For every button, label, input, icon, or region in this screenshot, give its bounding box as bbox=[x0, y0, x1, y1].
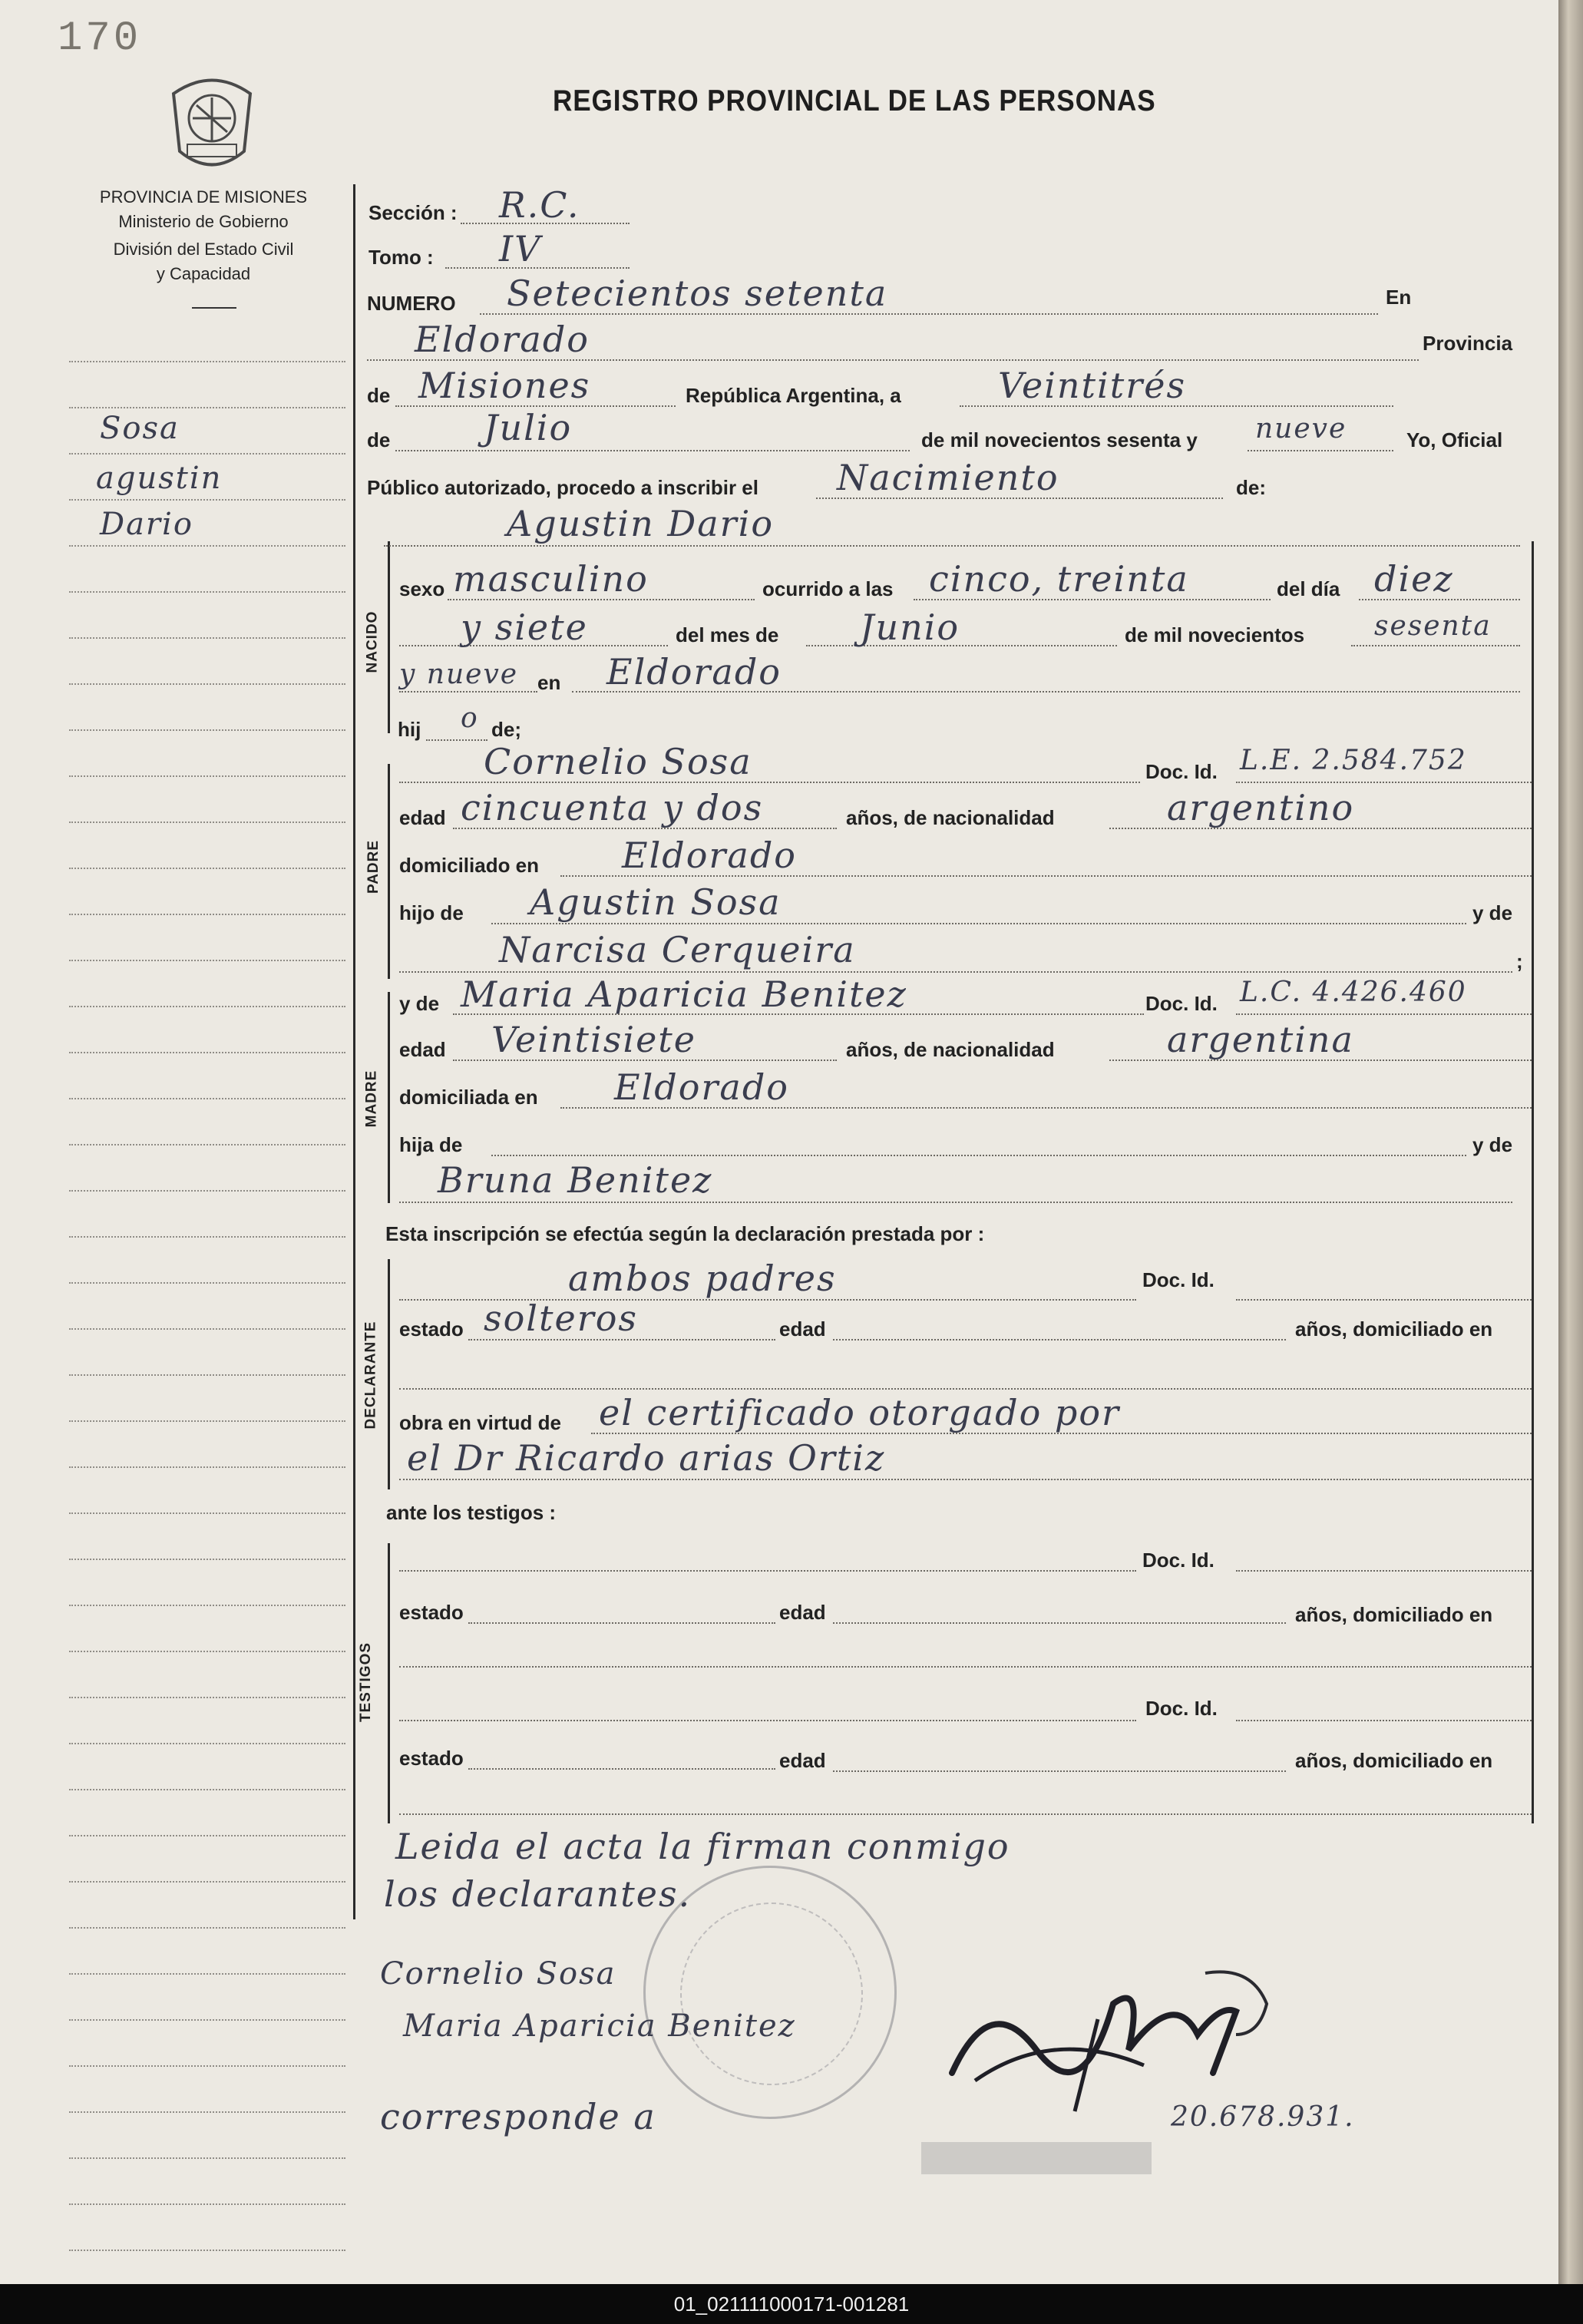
tomo-value: IV bbox=[499, 228, 542, 269]
madre-madre-value: Bruna Benitez bbox=[438, 1159, 713, 1201]
testigo2-edad-label: edad bbox=[779, 1749, 826, 1772]
testigos-bracket bbox=[388, 1543, 390, 1823]
madre-nombre-value: Maria Aparicia Benitez bbox=[461, 974, 907, 1015]
margin-ruled-line bbox=[69, 1052, 345, 1053]
margin-ruled-line bbox=[69, 1098, 345, 1099]
dotted-line bbox=[1236, 1720, 1532, 1721]
padre-edad-value: cincuenta y dos bbox=[461, 787, 764, 828]
anio-nac2-value: y nueve bbox=[399, 659, 519, 690]
dotted-line bbox=[395, 450, 910, 451]
margin-ruled-line bbox=[69, 1697, 345, 1698]
testigo2-anos-dom-label: años, domiciliado en bbox=[1295, 1749, 1493, 1772]
del-dia-label: del día bbox=[1277, 577, 1340, 600]
section-testigos: TESTIGOS bbox=[358, 1641, 375, 1723]
margin-ruled-line bbox=[69, 407, 345, 408]
margin-ruled-line bbox=[69, 1190, 345, 1192]
margin-surname: Sosa bbox=[100, 411, 180, 446]
folio-number: 170 bbox=[58, 15, 142, 62]
margin-ruled-line bbox=[69, 1743, 345, 1744]
dotted-line bbox=[468, 1622, 775, 1624]
corresponde-text: corresponde a bbox=[380, 2096, 656, 2137]
decl-anos-dom-label: años, domiciliado en bbox=[1295, 1317, 1493, 1341]
margin-ruled-line bbox=[69, 1420, 345, 1422]
dotted-line bbox=[1248, 450, 1393, 451]
institution-division: División del Estado Civil bbox=[113, 240, 294, 259]
madre-doc-label: Doc. Id. bbox=[1145, 992, 1218, 1015]
margin-ruled-line bbox=[69, 499, 345, 501]
ocurrido-label: ocurrido a las bbox=[762, 577, 894, 600]
dotted-line bbox=[1236, 782, 1532, 783]
acto-value: Nacimiento bbox=[837, 457, 1059, 498]
nacido-bracket bbox=[388, 541, 390, 733]
ink-stamp bbox=[921, 2142, 1152, 2174]
margin-ruled-line bbox=[69, 2111, 345, 2113]
domiciliada-label: domiciliada en bbox=[399, 1086, 538, 1109]
footer-id: 01_021111000171-001281 bbox=[0, 2284, 1583, 2324]
margin-first-name: agustin bbox=[96, 461, 223, 496]
testigo1-anos-dom-label: años, domiciliado en bbox=[1295, 1603, 1493, 1626]
margin-ruled-line bbox=[69, 868, 345, 869]
margin-ruled-line bbox=[69, 1605, 345, 1606]
provincia-value: Misiones bbox=[418, 365, 591, 406]
de-semi-label: de; bbox=[491, 718, 521, 741]
dotted-line bbox=[399, 1570, 1136, 1572]
section-padre: PADRE bbox=[365, 839, 382, 894]
provincial-coat-of-arms-icon bbox=[158, 71, 266, 178]
dia-value: Veintitrés bbox=[998, 365, 1187, 406]
testigo1-estado-label: estado bbox=[399, 1601, 464, 1624]
obra2-value: el Dr Ricardo arias Ortiz bbox=[407, 1437, 886, 1479]
madre-edad-label: edad bbox=[399, 1038, 446, 1061]
padre-nombre-value: Cornelio Sosa bbox=[484, 741, 752, 782]
dotted-line bbox=[806, 645, 1117, 646]
firma-madre: Maria Aparicia Benitez bbox=[403, 2008, 796, 2044]
dotted-line bbox=[399, 1479, 1532, 1480]
section-madre: MADRE bbox=[363, 1069, 380, 1128]
margin-ruled-line bbox=[69, 1282, 345, 1284]
decl-estado-value: solteros bbox=[484, 1298, 639, 1339]
margin-ruled-line bbox=[69, 1973, 345, 1975]
dotted-line bbox=[833, 1770, 1286, 1772]
margin-ruled-line bbox=[69, 775, 345, 777]
declaracion-label: Esta inscripción se efectúa según la declaración prestada por : bbox=[385, 1222, 985, 1245]
mil-nov-label: de mil novecientos bbox=[1125, 623, 1305, 646]
domiciliado-label: domiciliado en bbox=[399, 854, 540, 877]
tomo-label: Tomo : bbox=[368, 246, 434, 269]
del-mes-label: del mes de bbox=[676, 623, 779, 646]
dotted-line bbox=[399, 1388, 1532, 1390]
y-de-hija-label: y de bbox=[1472, 1133, 1513, 1156]
institution-province: PROVINCIA DE MISIONES bbox=[99, 187, 308, 207]
dotted-line bbox=[1351, 645, 1520, 646]
margin-ruled-line bbox=[69, 960, 345, 961]
testigo1-doc-label: Doc. Id. bbox=[1142, 1549, 1215, 1572]
mil-sesenta-label: de mil novecientos sesenta y bbox=[921, 428, 1198, 451]
de-colon-label: de: bbox=[1236, 476, 1266, 499]
mes-nac-value: Junio bbox=[860, 607, 960, 648]
dotted-line bbox=[399, 1813, 1532, 1815]
decl-doc-label: Doc. Id. bbox=[1142, 1268, 1215, 1291]
padre-nac-label: años, de nacionalidad bbox=[846, 806, 1055, 829]
dotted-line bbox=[399, 1666, 1532, 1668]
page-title: REGISTRO PROVINCIAL DE LAS PERSONAS bbox=[553, 84, 1156, 117]
padre-bracket bbox=[388, 764, 390, 979]
dotted-line bbox=[384, 545, 1520, 547]
margin-ruled-line bbox=[69, 914, 345, 915]
dotted-line bbox=[833, 1622, 1286, 1624]
mes-value: Julio bbox=[484, 407, 573, 448]
dotted-line bbox=[1236, 1299, 1532, 1301]
padre-edad-label: edad bbox=[399, 806, 446, 829]
dotted-line bbox=[468, 1768, 775, 1770]
institution-divider bbox=[192, 307, 236, 309]
hij-suffix-value: o bbox=[461, 702, 479, 734]
nombre-value: Agustin Dario bbox=[507, 503, 775, 544]
lugar-nac-value: Eldorado bbox=[606, 651, 782, 693]
semicolon-label: ; bbox=[1516, 950, 1523, 973]
margin-ruled-line bbox=[69, 1559, 345, 1560]
decl-estado-label: estado bbox=[399, 1317, 464, 1341]
margin-ruled-line bbox=[69, 821, 345, 823]
margin-ruled-line bbox=[69, 1789, 345, 1790]
anio-value: nueve bbox=[1255, 413, 1347, 445]
margin-ruled-line bbox=[69, 2203, 345, 2205]
dotted-line bbox=[426, 739, 487, 741]
madre-nac-label: años, de nacionalidad bbox=[846, 1038, 1055, 1061]
margin-ruled-line bbox=[69, 1328, 345, 1330]
hora-value: cinco, treinta bbox=[929, 558, 1189, 600]
dotted-line bbox=[491, 923, 1466, 924]
dotted-line bbox=[1236, 1013, 1532, 1015]
cierre-line2: los declarantes. bbox=[384, 1873, 692, 1915]
dotted-line bbox=[399, 691, 537, 693]
dotted-line bbox=[1236, 1570, 1532, 1572]
obra-label: obra en virtud de bbox=[399, 1411, 561, 1434]
margin-ruled-line bbox=[69, 361, 345, 362]
book-page-edge bbox=[1558, 0, 1583, 2284]
madre-dom-value: Eldorado bbox=[614, 1066, 789, 1108]
margin-ruled-line bbox=[69, 729, 345, 731]
seccion-label: Sección : bbox=[368, 201, 458, 224]
section-nacido: NACIDO bbox=[364, 610, 381, 673]
cierre-line1: Leida el acta la firman conmigo bbox=[395, 1826, 1010, 1867]
de-label: de bbox=[367, 384, 391, 407]
margin-ruled-line bbox=[69, 1466, 345, 1468]
declarante-value: ambos padres bbox=[568, 1258, 837, 1299]
sexo-label: sexo bbox=[399, 577, 445, 600]
testigo2-estado-label: estado bbox=[399, 1747, 464, 1770]
dia-nac2-value: y siete bbox=[461, 607, 588, 648]
madre-bracket bbox=[388, 992, 390, 1203]
margin-middle-name: Dario bbox=[100, 507, 193, 542]
decl-edad-label: edad bbox=[779, 1317, 826, 1341]
dotted-line bbox=[399, 1202, 1512, 1203]
margin-ruled-line bbox=[69, 1374, 345, 1376]
left-border-line bbox=[353, 184, 355, 1919]
dotted-line bbox=[399, 971, 1512, 973]
padre-padre-value: Agustin Sosa bbox=[530, 881, 782, 923]
margin-ruled-line bbox=[69, 1006, 345, 1007]
padre-dom-value: Eldorado bbox=[622, 835, 797, 876]
margin-ruled-line bbox=[69, 1927, 345, 1929]
margin-ruled-line bbox=[69, 1835, 345, 1836]
dia-nac1-value: diez bbox=[1374, 558, 1454, 600]
republica-label: República Argentina, a bbox=[686, 384, 901, 407]
margin-ruled-line bbox=[69, 683, 345, 685]
padre-doc-label: Doc. Id. bbox=[1145, 760, 1218, 783]
margin-ruled-line bbox=[69, 637, 345, 639]
official-seal bbox=[643, 1866, 897, 2119]
margin-ruled-line bbox=[69, 2019, 345, 2021]
seccion-value: R.C. bbox=[499, 184, 580, 226]
yo-oficial-label: Yo, Oficial bbox=[1406, 428, 1503, 451]
numero-value: Setecientos setenta bbox=[507, 273, 888, 314]
firma-padre: Cornelio Sosa bbox=[380, 1956, 616, 1992]
margin-ruled-line bbox=[69, 1512, 345, 1514]
institution-ministry: Ministerio de Gobierno bbox=[118, 212, 289, 231]
y-de-label: y de bbox=[1472, 901, 1513, 924]
margin-ruled-line bbox=[69, 545, 345, 547]
testigos-label: ante los testigos : bbox=[386, 1501, 557, 1524]
madre-nac-value: argentina bbox=[1167, 1019, 1354, 1060]
dotted-line bbox=[491, 1155, 1466, 1156]
margin-ruled-line bbox=[69, 591, 345, 593]
right-border-line bbox=[1532, 541, 1534, 1823]
testigo2-doc-label: Doc. Id. bbox=[1145, 1697, 1218, 1720]
margin-ruled-line bbox=[69, 1881, 345, 1883]
y-de-madre-label: y de bbox=[399, 992, 440, 1015]
margin-ruled-line bbox=[69, 1144, 345, 1145]
en-label: En bbox=[1386, 286, 1412, 309]
margin-ruled-line bbox=[69, 2250, 345, 2251]
hija-de-label: hija de bbox=[399, 1133, 463, 1156]
padre-nac-value: argentino bbox=[1167, 787, 1355, 828]
padre-madre-value: Narcisa Cerqueira bbox=[499, 929, 856, 970]
dotted-line bbox=[399, 1720, 1136, 1721]
padre-doc-value: L.E. 2.584.752 bbox=[1240, 745, 1467, 776]
margin-ruled-line bbox=[69, 2157, 345, 2159]
section-declarante: DECLARANTE bbox=[362, 1321, 379, 1430]
en2-label: en bbox=[537, 671, 561, 694]
hij-label: hij bbox=[398, 718, 421, 741]
sexo-value: masculino bbox=[453, 558, 649, 600]
lugar-value: Eldorado bbox=[415, 319, 590, 360]
numero-label: NUMERO bbox=[367, 292, 456, 315]
margin-ruled-line bbox=[69, 1651, 345, 1652]
madre-doc-value: L.C. 4.426.460 bbox=[1240, 977, 1467, 1008]
de2-label: de bbox=[367, 428, 391, 451]
institution-capacity: y Capacidad bbox=[156, 264, 251, 283]
dotted-line bbox=[833, 1339, 1286, 1341]
margin-ruled-line bbox=[69, 1236, 345, 1238]
margin-ruled-line bbox=[69, 2065, 345, 2067]
anio-nac1-value: sesenta bbox=[1374, 610, 1492, 642]
hijo-de-label: hijo de bbox=[399, 901, 464, 924]
margin-ruled-line bbox=[69, 453, 345, 455]
publico-label: Público autorizado, procedo a inscribir el bbox=[367, 476, 758, 499]
dni-value: 20.678.931. bbox=[1171, 2101, 1355, 2133]
testigo1-edad-label: edad bbox=[779, 1601, 826, 1624]
dotted-line bbox=[468, 1339, 775, 1341]
obra1-value: el certificado otorgado por bbox=[599, 1392, 1121, 1433]
declarante-bracket bbox=[388, 1259, 390, 1489]
provincia-label: Provincia bbox=[1423, 332, 1513, 355]
madre-edad-value: Veintisiete bbox=[491, 1019, 697, 1060]
